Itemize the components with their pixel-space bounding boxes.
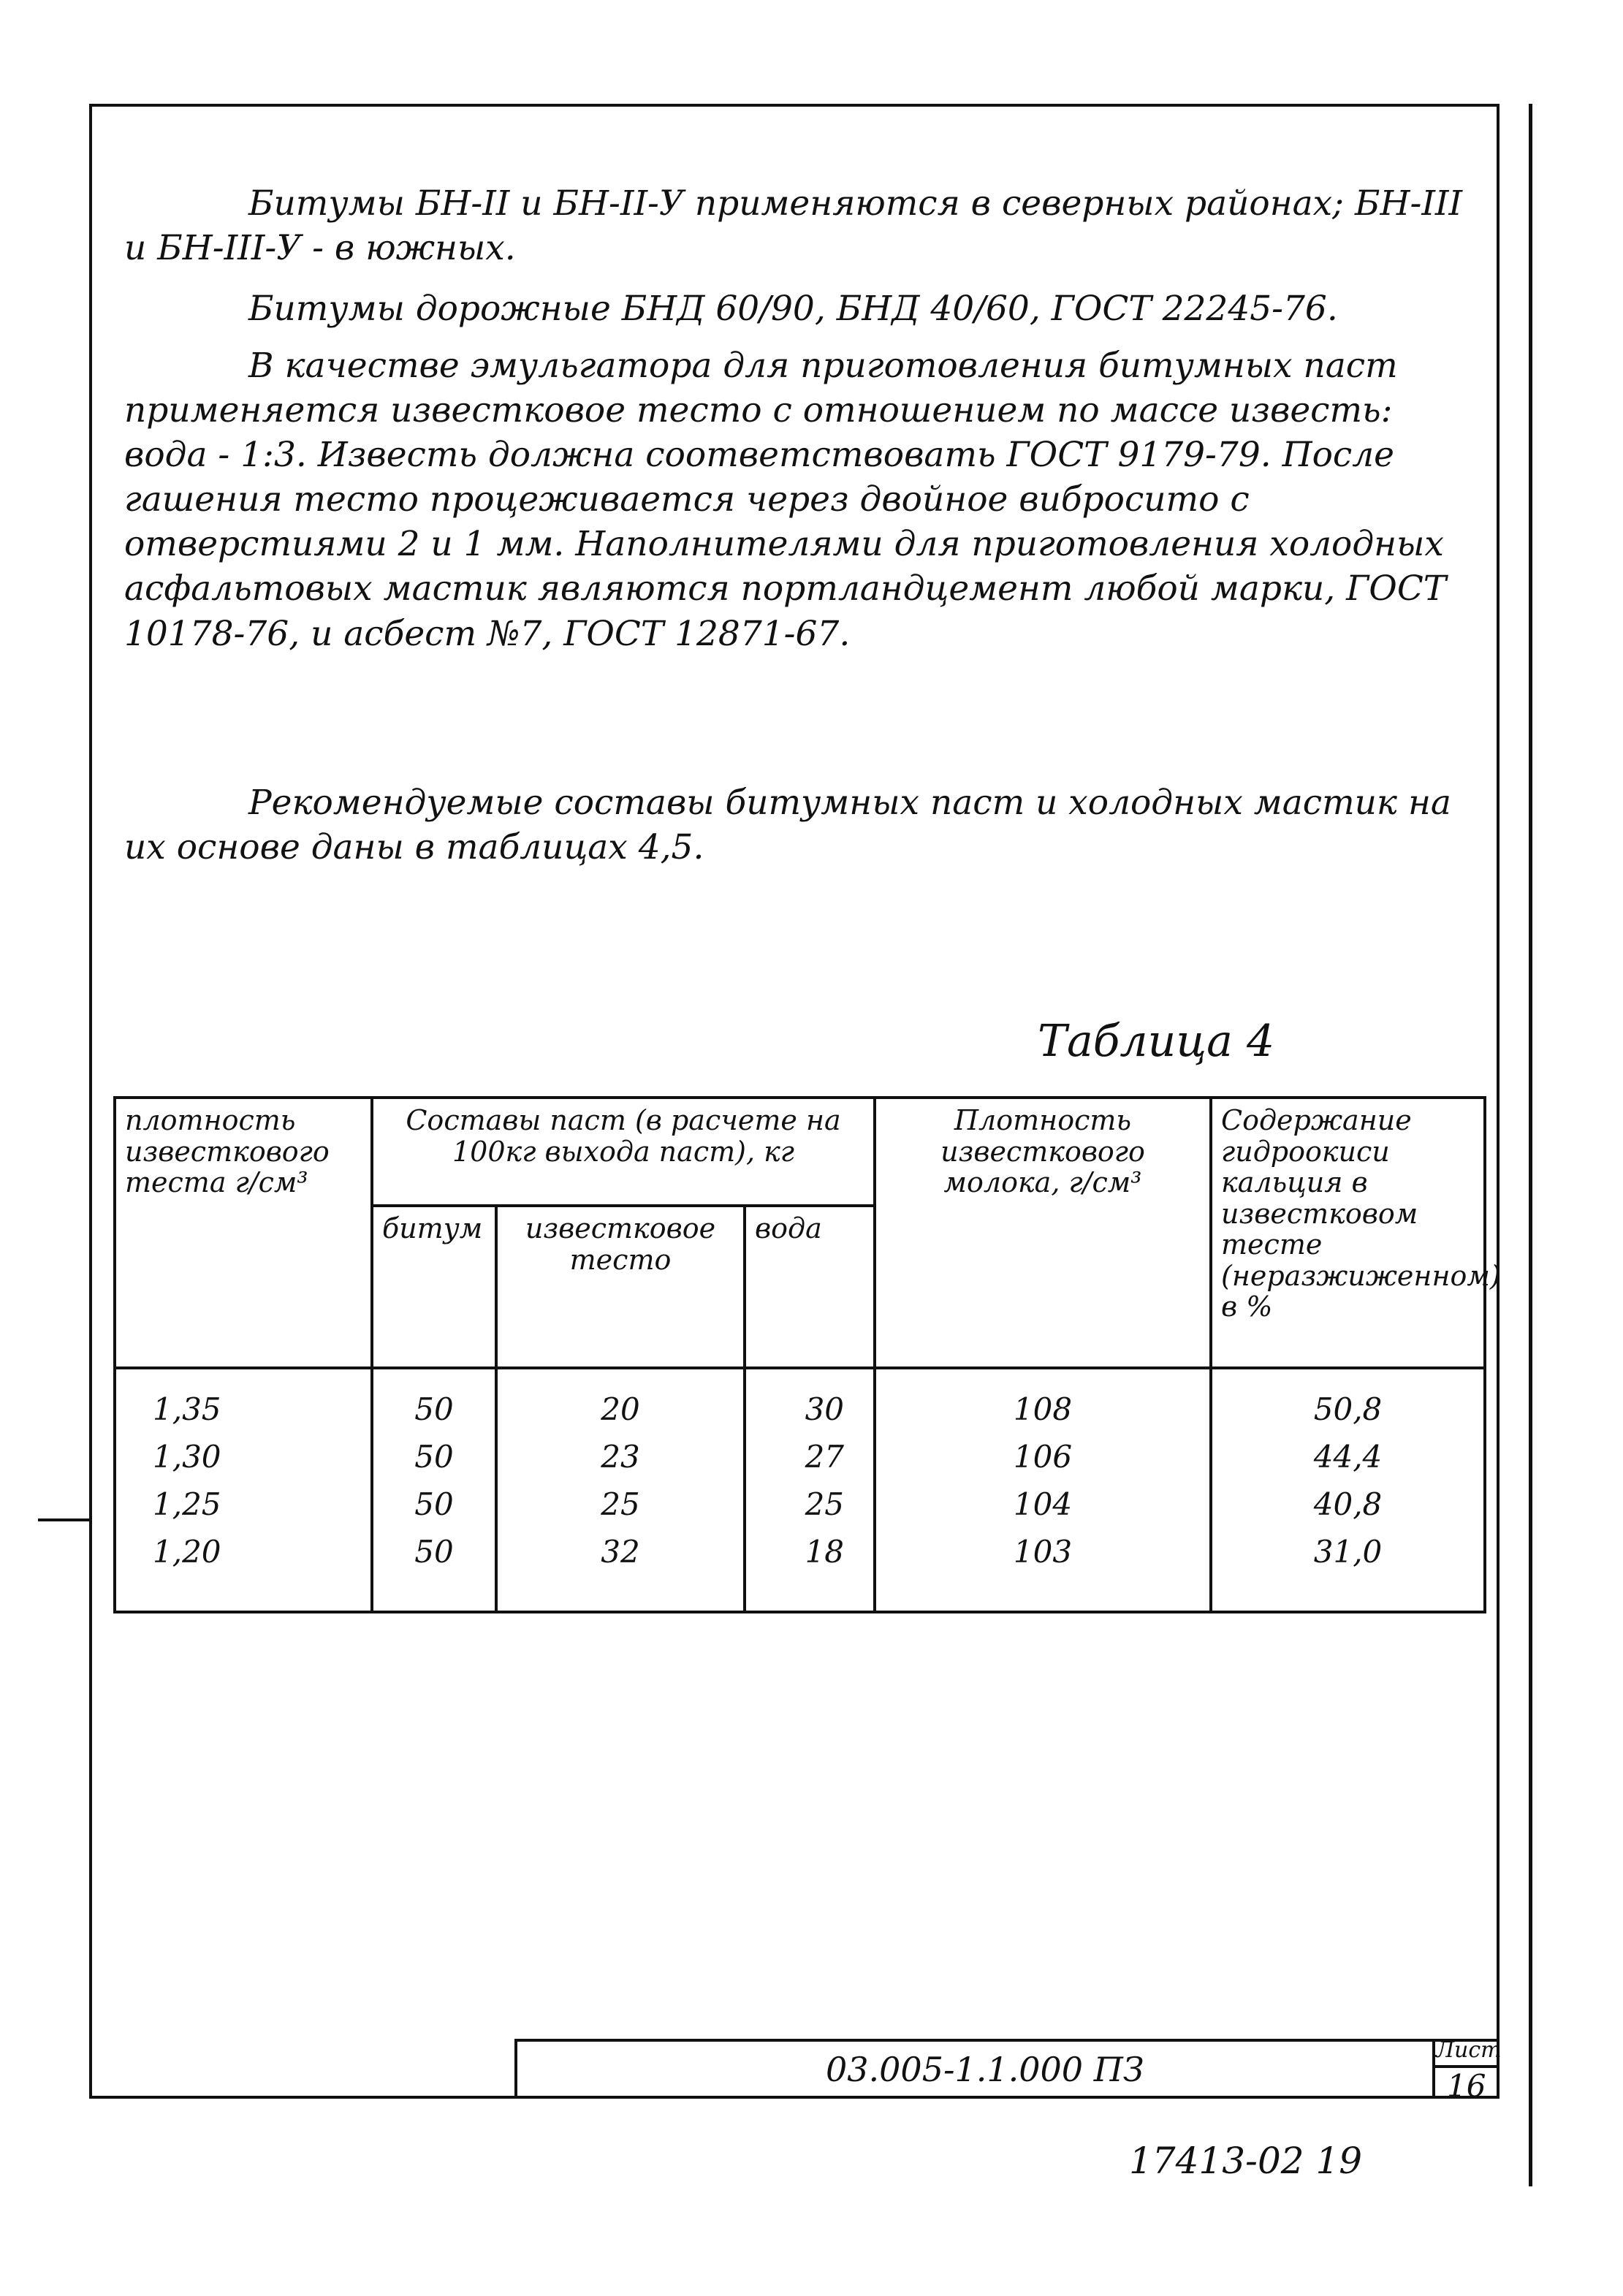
- table-cell: 23: [601, 1439, 640, 1475]
- table-cell: 18: [805, 1534, 845, 1570]
- table-cell: 50,8: [1313, 1391, 1383, 1427]
- table-caption: Таблица 4: [1038, 1016, 1275, 1067]
- paragraph-text: Битумы БН-ІІ и БН-ІІ-У применяются в северных районах; БН-ІІІ и БН-ІІІ-У - в южных.: [124, 183, 1463, 269]
- header-bitumen: битум: [372, 1206, 496, 1368]
- document-code: 03.005-1.1.000 ПЗ: [826, 2050, 1144, 2089]
- table-cell: 50: [414, 1439, 454, 1475]
- header-paste-density: плотность известкового теста г/см³: [115, 1098, 372, 1368]
- header-calcium-content: Содержание гидроокиси кальция в известковом тесте (неразжиженном) в %: [1211, 1098, 1485, 1368]
- table-cell: 25: [805, 1486, 845, 1523]
- table-cell: 108: [1013, 1391, 1073, 1427]
- table-cell: 40,8: [1313, 1486, 1383, 1523]
- paragraph-road-bitumen: [124, 286, 1469, 344]
- table-cell: 30: [805, 1391, 845, 1427]
- column-calcium-content: [1211, 1368, 1485, 1612]
- column-paste-density: [115, 1368, 372, 1612]
- table-cell: 1,35: [153, 1391, 221, 1427]
- table-cell: 31,0: [1313, 1534, 1383, 1570]
- archive-number: 17413-02 19: [1129, 2140, 1363, 2182]
- table-cell: 50: [414, 1534, 454, 1570]
- table-cell: 103: [1013, 1534, 1073, 1570]
- table-cell: 50: [414, 1486, 454, 1523]
- paragraph-text: Рекомендуемые составы битумных паст и холодных мастик на их основе даны в таблицах 4,5.: [124, 783, 1451, 868]
- table-cell: 25: [601, 1486, 640, 1523]
- table-cell: 20: [601, 1391, 640, 1427]
- paragraph-emulsifier: [124, 343, 1469, 669]
- header-paste-composition: Составы паст (в расчете на 100кг выхода паст), кг: [372, 1098, 875, 1206]
- column-lime-paste: [496, 1368, 745, 1612]
- paragraph-bitumen-regions: [124, 181, 1469, 284]
- table-cell: 32: [601, 1534, 640, 1570]
- column-milk-density: [875, 1368, 1211, 1612]
- sheet-number: 16: [1447, 2068, 1486, 2104]
- paragraph-text: В качестве эмульгатора для приготовления битумных паст применяется известковое тесто с отношением по массе известь: вода - 1:3. Известь должна соответствовать ГОСТ 9179-79. После гашения тесто процеживается через двойное вибросито с отверстиями 2 и 1 мм. Наполнителями для приготовления холодных асфальтовых мастик являются портландцемент любой марки, ГОСТ 10178-76, и асбест №7, ГОСТ 12871-67.: [124, 346, 1447, 654]
- header-lime-paste: известковое тесто: [496, 1206, 745, 1368]
- header-water: вода: [745, 1206, 875, 1368]
- table-cell: 106: [1013, 1439, 1073, 1475]
- header-milk-density: Плотность известкового молока, г/см³: [875, 1098, 1211, 1368]
- paragraph-text: Битумы дорожные БНД 60/90, БНД 40/60, ГОСТ 22245-76.: [248, 289, 1338, 329]
- composition-table: [113, 1096, 1501, 1613]
- table-cell: 50: [414, 1391, 454, 1427]
- column-water: [745, 1368, 875, 1612]
- table-cell: 27: [805, 1439, 845, 1475]
- sheet-label: Лист: [1436, 2037, 1502, 2063]
- table-cell: 1,20: [153, 1534, 221, 1570]
- margin-tick: [38, 1518, 91, 1521]
- table-cell: 1,25: [153, 1486, 221, 1523]
- table-cell: 104: [1013, 1486, 1073, 1523]
- table-cell: 1,30: [153, 1439, 221, 1475]
- column-bitumen: [372, 1368, 496, 1612]
- paragraph-recommended: [124, 780, 1469, 883]
- table-cell: 44,4: [1313, 1439, 1383, 1475]
- page-edge-line: [1529, 104, 1532, 2186]
